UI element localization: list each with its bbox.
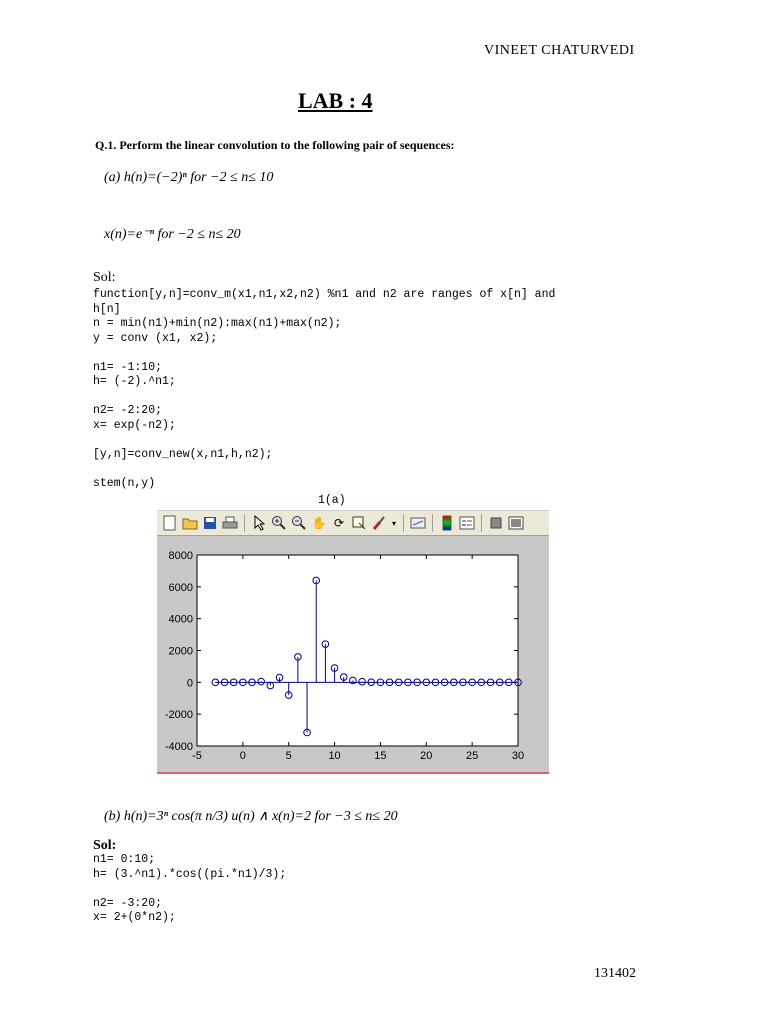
x-tick-label: -5 [192, 750, 202, 762]
x-tick-label: 10 [328, 750, 341, 762]
y-tick-label: -2000 [164, 709, 193, 722]
question-text: Q.1. Perform the linear convolution to the following pair of sequences: [95, 138, 455, 152]
code-block-b: n1= 0:10; h= (3.^n1).*cos((pi.*n1)/3); n2= -3:20; x= 2+(0*n2); [93, 853, 287, 924]
y-tick-label: 8000 [168, 550, 193, 562]
figure-label: 1(a) [318, 494, 346, 507]
brush-icon[interactable] [370, 514, 388, 532]
data-cursor-icon[interactable] [350, 514, 368, 532]
equation-h-a: (a) h(n)=(−2)ⁿ for −2 ≤ n≤ 10 [104, 170, 274, 185]
save-icon[interactable] [201, 514, 219, 532]
zoom-in-icon[interactable] [270, 514, 288, 532]
x-tick-label: 25 [466, 750, 479, 762]
link-plot-icon[interactable] [409, 514, 427, 532]
open-folder-icon[interactable] [181, 514, 199, 532]
stem-plot [157, 536, 549, 772]
y-tick-label: 2000 [168, 645, 193, 658]
solution-label: Sol: [93, 270, 116, 285]
toolbar-separator [403, 514, 404, 532]
page-title: LAB : 4 [298, 88, 373, 113]
dropdown-arrow-icon[interactable]: ▾ [391, 518, 396, 528]
hide-plot-tools-icon[interactable] [487, 514, 505, 532]
print-icon[interactable] [221, 514, 239, 532]
x-tick-label: 30 [511, 750, 525, 762]
figure-toolbar [157, 510, 549, 536]
x-tick-label: 15 [374, 750, 387, 762]
y-tick-label: 6000 [168, 581, 193, 594]
toolbar-separator [481, 514, 482, 532]
equation-x-a: x(n)=e⁻ⁿ for −2 ≤ n≤ 20 [104, 227, 241, 242]
x-tick-label: 0 [239, 750, 246, 762]
zoom-out-icon[interactable] [290, 514, 308, 532]
pointer-icon[interactable] [250, 514, 268, 532]
x-tick-label: 5 [285, 750, 292, 762]
legend-icon[interactable] [458, 514, 476, 532]
author-name: VINEET CHATURVEDI [484, 43, 635, 58]
rotate-3d-icon[interactable]: ⟳ [333, 516, 345, 530]
code-block-a: function[y,n]=conv_m(x1,n1,x2,n2) %n1 and n2 are ranges of x[n] and h[n] n = min(n1)+min(n2):max(n1)+max(n2); y = conv (x1, x2); n1= -1:10; h= (-2).^n1; n2= -2:20; x= exp(-n2); [y,n]=conv_new(x,n1,h,n2); stem(n,y) [93, 288, 556, 490]
figure-window [157, 536, 549, 774]
equation-b: (b) h(n)=3ⁿ cos(π n/3) u(n) ∧ x(n)=2 for −3 ≤ n≤ 20 [104, 809, 398, 824]
solution-label-b: Sol: [93, 838, 117, 853]
pan-hand-icon[interactable]: ✋ [311, 516, 327, 530]
new-file-icon[interactable] [161, 514, 179, 532]
colorbar-icon[interactable] [438, 514, 456, 532]
y-tick-label: 0 [186, 677, 193, 690]
y-tick-label: 4000 [168, 613, 193, 626]
show-plot-tools-icon[interactable] [507, 514, 525, 532]
page-number: 131402 [594, 966, 636, 981]
toolbar-separator [432, 514, 433, 532]
toolbar-separator [244, 514, 245, 532]
x-tick-label: 20 [420, 750, 433, 762]
y-tick-label: -4000 [164, 741, 193, 753]
plot-area [197, 555, 518, 746]
